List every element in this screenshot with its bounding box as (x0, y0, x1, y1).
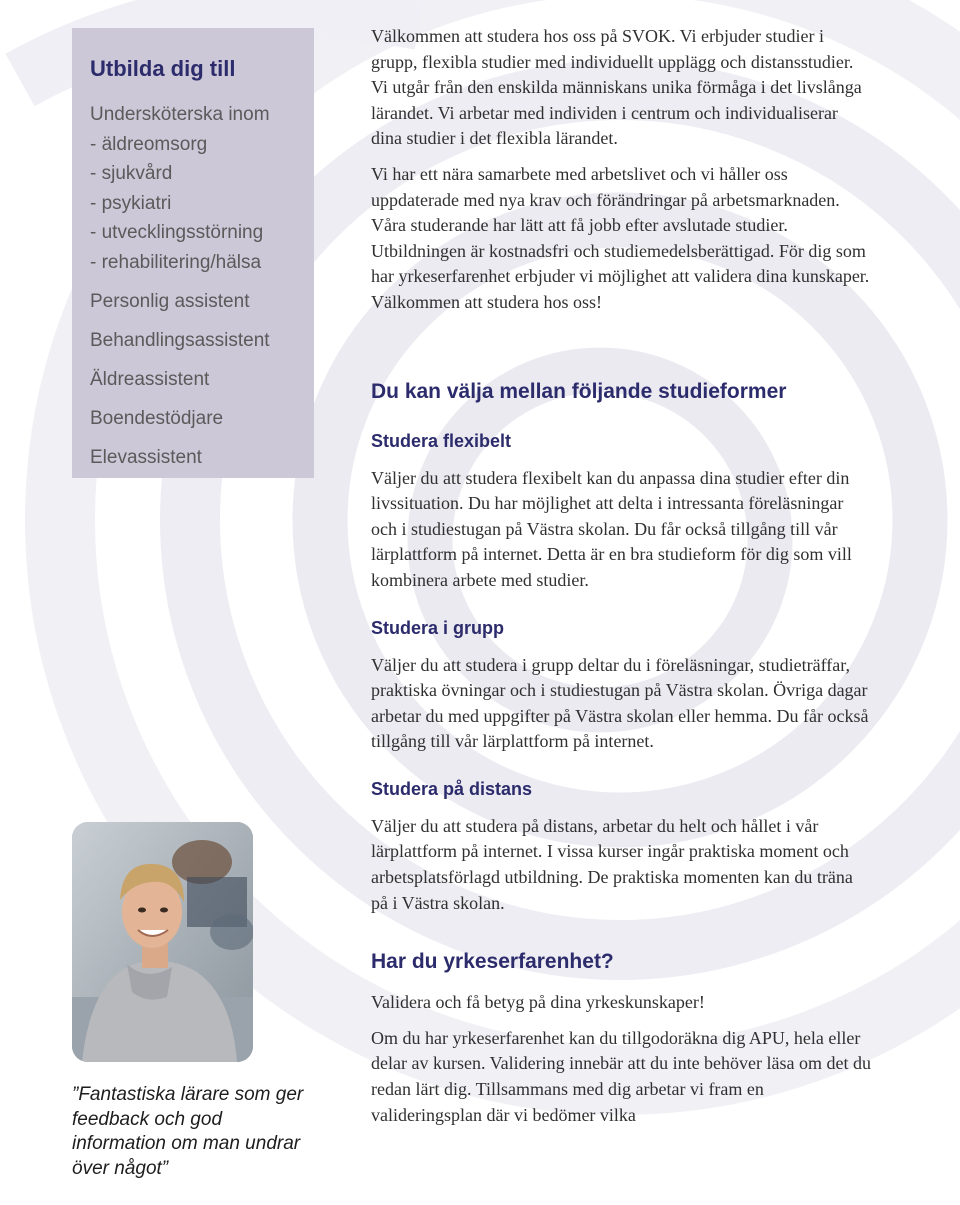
course-item: - psykiatri (90, 192, 172, 214)
grupp-heading: Studera i grupp (371, 617, 505, 638)
course-item: - äldreomsorg (90, 133, 208, 155)
sidebar-title: Utbilda dig till (90, 56, 236, 81)
course-item: - sjukvård (90, 163, 173, 184)
course-item: Boendestödjare (90, 407, 224, 429)
yrkeserfarenhet-text: Om du har yrkeserfarenhet kan du tillgodoräkna dig APU, hela eller delar av kursen. Validering innebär att du inte behöver läsa om det du redan lärt dig. Tillsammans med dig arbetar vi fram en valideringsplan där vi bedömer vilka (371, 1027, 872, 1125)
course-item: - utvecklingsstörning (90, 222, 264, 243)
course-item: Äldreassistent (90, 368, 210, 390)
course-item: Behandlingsassistent (90, 329, 270, 351)
intro-paragraph: Välkommen att studera hos oss på SVOK. Vi erbjuder studier i grupp, flexibla studier med individuellt upplägg och distansstudier. Vi utgår från den enskilda människans unika förmåga i det livslånga lärandet. Vi arbetar med individen i centrum och individualiserar dina studier i det flexibla lärandet. (371, 26, 862, 149)
course-item: Elevassistent (90, 446, 202, 468)
studieformer-heading: Du kan välja mellan följande studieformer (371, 379, 787, 403)
smiling-student-image (72, 822, 253, 1062)
student-photo (72, 822, 253, 1062)
testimonial-quote: ”Fantastiska lärare som ger feedback och god information om man undrar över något” (72, 1084, 304, 1179)
intro-paragraph: Vi har ett nära samarbete med arbetslivet och vi håller oss uppdaterade med nya krav och förändringar på arbetsmarknaden. Våra studerande har lätt att få jobb efter avslutade studier. Utbildningen är kostnadsfri och studiemedelsberättigad. För dig som har yrkeserfarenhet erbjuder vi möjlighet att validera dina kunskaper. Välkommen att studera hos oss! (371, 163, 870, 312)
main-content (371, 24, 871, 1128)
flexibelt-heading: Studera flexibelt (371, 430, 512, 451)
course-item: - rehabilitering/hälsa (90, 251, 262, 273)
grupp-text: Väljer du att studera i grupp deltar du i föreläsningar, studieträffar, praktiska övningar och i studiestugan på Västra skolan. Övriga dagar arbetar du med uppgifter på Västra skolan eller hemma. Du får också tillgång till vår lärplattform på internet. (371, 654, 869, 752)
course-sidebar (72, 28, 314, 478)
flexibelt-text: Väljer du att studera flexibelt kan du anpassa dina studier efter din livssituation. Du har möjlighet att delta i intressanta föreläsningar och i studiestugan på Västra skolan. Du får också tillgång till vår lärplattform på internet. Detta är en bra studieform för dig som vill kombinera arbete med studier. (371, 467, 852, 590)
course-item: Personlig assistent (90, 290, 250, 312)
distans-heading: Studera på distans (371, 778, 533, 799)
course-item: Undersköterska inom (90, 104, 270, 125)
yrkeserfarenhet-intro: Validera och få betyg på dina yrkeskunskaper! (371, 992, 705, 1013)
yrkeserfarenhet-heading: Har du yrkeserfarenhet? (371, 950, 614, 974)
course-list (90, 100, 296, 472)
distans-text: Väljer du att studera på distans, arbetar du helt och hållet i vår lärplattform på internet. I vissa kurser ingår praktiska moment och arbetsplatsförlagd utbildning. De praktiska momenten kan du träna på i Västra skolan. (371, 815, 853, 913)
